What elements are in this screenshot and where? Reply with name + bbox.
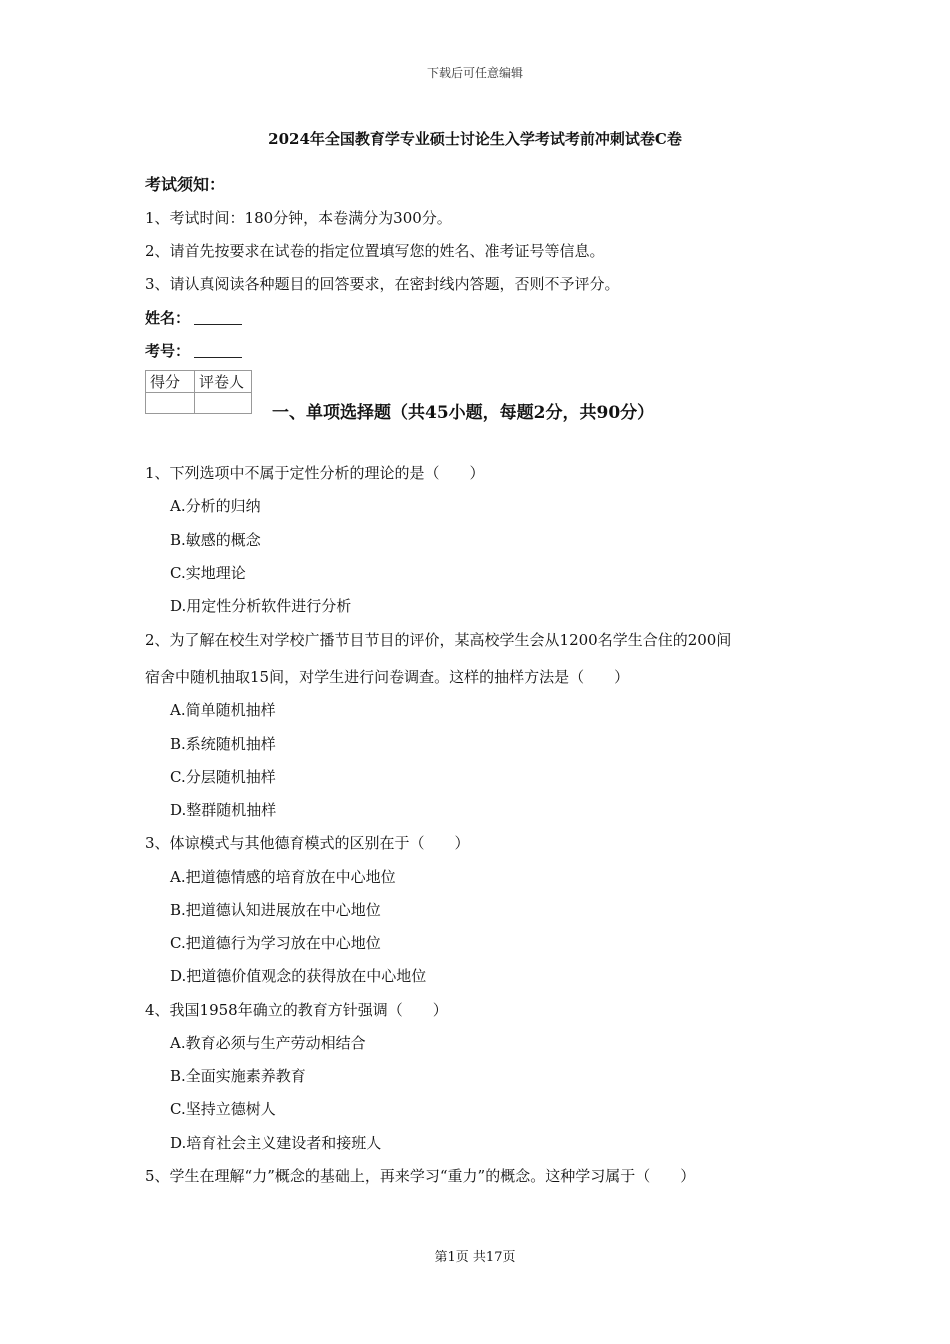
question-option: B.敏感的概念 [170, 531, 261, 549]
question-option: D.把道德价值观念的获得放在中心地位 [170, 967, 427, 985]
name-label: 姓名： [145, 309, 191, 327]
page-footer: 第1页 共17页 [434, 1250, 516, 1265]
exam-id-blank [194, 343, 242, 358]
section-title: 一、单项选择题（共45小题，每题2分，共90分） [272, 403, 655, 423]
notice-item: 1、考试时间：180分钟，本卷满分为300分。 [145, 209, 452, 227]
question-option: B.全面实施素养教育 [170, 1067, 306, 1085]
question-option: A.分析的归纳 [170, 497, 261, 515]
question-option: D.整群随机抽样 [170, 801, 277, 819]
name-field [145, 307, 242, 328]
question-stem: 4、我国1958年确立的教育方针强调（ ） [145, 1001, 448, 1019]
question-option: D.用定性分析软件进行分析 [170, 597, 352, 615]
exam-id-label: 考号： [145, 342, 191, 360]
notice-item: 3、请认真阅读各种题目的回答要求，在密封线内答题，否则不予评分。 [145, 275, 620, 293]
score-header: 得分 [146, 371, 195, 393]
name-blank [194, 310, 242, 325]
question-option: B.系统随机抽样 [170, 735, 276, 753]
header-note: 下载后可任意编辑 [426, 66, 523, 80]
question-option: B.把道德认知进展放在中心地位 [170, 901, 381, 919]
question-option: C.分层随机抽样 [170, 768, 276, 786]
exam-id-field [145, 340, 242, 361]
question-option: A.简单随机抽样 [170, 701, 276, 719]
notice-heading: 考试须知： [145, 175, 226, 194]
question-stem: 3、体谅模式与其他德育模式的区别在于（ ） [145, 834, 470, 852]
question-option: C.把道德行为学习放在中心地位 [170, 934, 381, 952]
grader-header: 评卷人 [195, 371, 252, 393]
document-title: 2024年全国教育学专业硕士讨论生入学考试考前冲刺试卷C卷 [268, 130, 682, 148]
question-stem: 5、学生在理解“力”概念的基础上，再来学习“重力”的概念。这种学习属于（ ） [145, 1167, 696, 1185]
question-option: A.教育必须与生产劳动相结合 [170, 1034, 366, 1052]
score-cell [146, 393, 195, 414]
question-option: A.把道德情感的培育放在中心地位 [170, 868, 396, 886]
question-option: C.坚持立德树人 [170, 1100, 276, 1118]
score-table [145, 370, 252, 414]
question-stem: 2、为了解在校生对学校广播节目节目的评价，某高校学生会从1200名学生合住的200间 [145, 631, 732, 649]
notice-item: 2、请首先按要求在试卷的指定位置填写您的姓名、准考证号等信息。 [145, 242, 605, 260]
question-stem-continued: 宿舍中随机抽取15间，对学生进行问卷调查。这样的抽样方法是（ ） [145, 668, 630, 686]
grader-cell [195, 393, 252, 414]
question-option: D.培育社会主义建设者和接班人 [170, 1134, 382, 1152]
question-option: C.实地理论 [170, 564, 246, 582]
question-stem: 1、下列选项中不属于定性分析的理论的是（ ） [145, 464, 485, 482]
